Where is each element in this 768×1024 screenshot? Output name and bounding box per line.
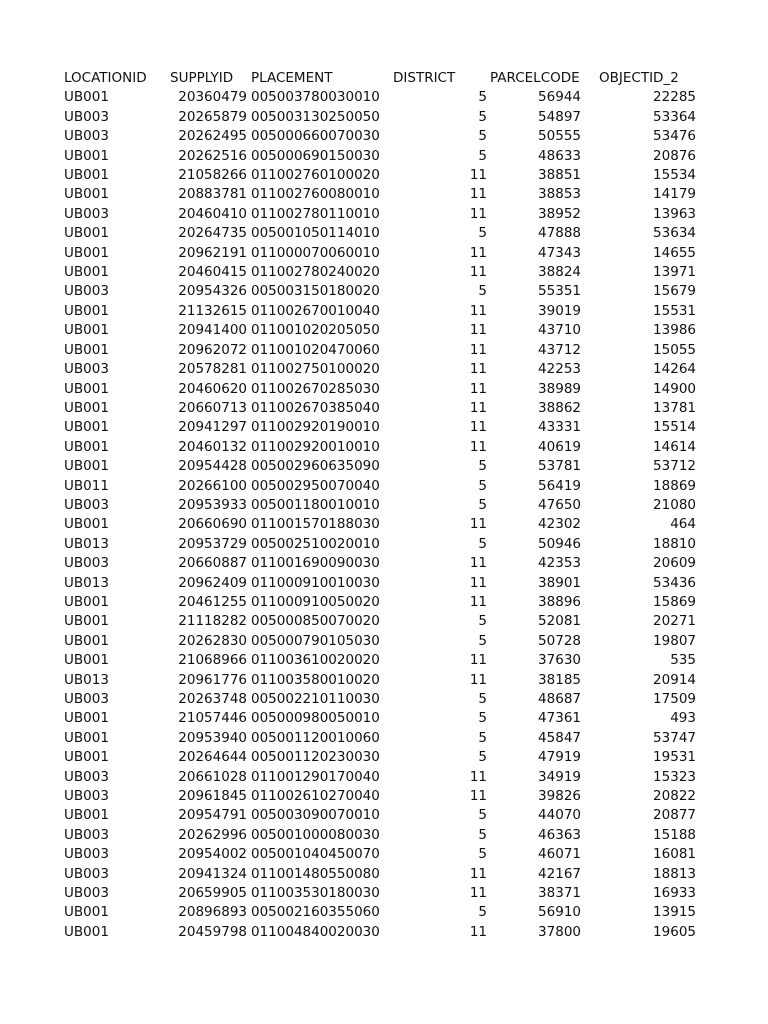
cell-district: 11 <box>469 593 487 610</box>
cell-parcelcode: 42167 <box>538 865 581 882</box>
cell-supplyid: 21118282 <box>178 613 247 630</box>
cell-supplyid: 21058266 <box>178 167 247 184</box>
cell-district: 11 <box>469 361 487 378</box>
cell-placement: 011002780110010 <box>251 205 380 222</box>
header-placement: PLACEMENT <box>251 70 333 86</box>
cell-supplyid: 20941324 <box>178 865 247 882</box>
cell-placement: 011002750100020 <box>251 361 380 378</box>
cell-placement: 005003780030010 <box>251 89 380 106</box>
cell-placement: 005000790105030 <box>251 632 380 649</box>
cell-parcelcode: 42302 <box>538 516 581 533</box>
cell-parcelcode: 38896 <box>538 593 581 610</box>
cell-parcelcode: 50946 <box>538 535 581 552</box>
cell-locationid: UB013 <box>64 671 109 688</box>
cell-objectid-2: 18869 <box>653 477 696 494</box>
cell-district: 5 <box>478 458 487 475</box>
cell-district: 5 <box>478 535 487 552</box>
cell-parcelcode: 38371 <box>538 885 581 902</box>
cell-supplyid: 20883781 <box>178 186 247 203</box>
cell-parcelcode: 39826 <box>538 788 581 805</box>
cell-district: 11 <box>469 380 487 397</box>
cell-parcelcode: 38989 <box>538 380 581 397</box>
cell-parcelcode: 38901 <box>538 574 581 591</box>
cell-objectid-2: 53476 <box>653 128 696 145</box>
cell-parcelcode: 47343 <box>538 244 581 261</box>
cell-objectid-2: 13781 <box>653 399 696 416</box>
cell-district: 5 <box>478 128 487 145</box>
cell-placement: 005001040450070 <box>251 846 380 863</box>
cell-district: 5 <box>478 283 487 300</box>
cell-supplyid: 20265879 <box>178 108 247 125</box>
cell-district: 11 <box>469 167 487 184</box>
cell-parcelcode: 47919 <box>538 749 581 766</box>
cell-objectid-2: 53747 <box>653 729 696 746</box>
cell-placement: 011001570188030 <box>251 516 380 533</box>
cell-parcelcode: 40619 <box>538 438 581 455</box>
cell-locationid: UB001 <box>64 322 109 339</box>
cell-parcelcode: 38824 <box>538 264 581 281</box>
cell-supplyid: 20262495 <box>178 128 247 145</box>
cell-placement: 005000660070030 <box>251 128 380 145</box>
cell-parcelcode: 52081 <box>538 613 581 630</box>
cell-district: 5 <box>478 225 487 242</box>
header-district: DISTRICT <box>393 70 456 86</box>
cell-supplyid: 20941400 <box>178 322 247 339</box>
cell-district: 11 <box>469 264 487 281</box>
cell-district: 11 <box>469 788 487 805</box>
cell-parcelcode: 37630 <box>538 652 581 669</box>
cell-locationid: UB003 <box>64 885 109 902</box>
cell-objectid-2: 13963 <box>653 205 696 222</box>
cell-locationid: UB001 <box>64 749 109 766</box>
cell-placement: 011002670385040 <box>251 399 380 416</box>
cell-locationid: UB001 <box>64 458 109 475</box>
cell-placement: 005002210110030 <box>251 691 380 707</box>
cell-supplyid: 20360479 <box>178 89 247 106</box>
cell-supplyid: 20962409 <box>178 574 247 591</box>
cell-objectid-2: 19807 <box>653 632 696 649</box>
cell-placement: 011003530180030 <box>251 885 380 902</box>
cell-district: 5 <box>478 613 487 630</box>
cell-locationid: UB003 <box>64 865 109 882</box>
cell-supplyid: 20954791 <box>178 807 247 824</box>
cell-placement: 011002760100020 <box>251 167 380 184</box>
cell-district: 11 <box>469 322 487 339</box>
cell-locationid: UB011 <box>64 477 109 494</box>
cell-parcelcode: 42253 <box>538 361 581 378</box>
cell-parcelcode: 42353 <box>538 555 581 572</box>
cell-supplyid: 20460132 <box>178 438 247 455</box>
cell-supplyid: 20578281 <box>178 361 247 378</box>
cell-parcelcode: 38853 <box>538 186 581 203</box>
cell-placement: 011003580010020 <box>251 671 380 688</box>
cell-objectid-2: 20609 <box>653 555 696 572</box>
cell-district: 11 <box>469 768 487 785</box>
cell-locationid: UB001 <box>64 807 109 824</box>
cell-district: 5 <box>478 632 487 649</box>
cell-placement: 011002610270040 <box>251 788 380 805</box>
cell-objectid-2: 20877 <box>653 807 696 824</box>
cell-locationid: UB001 <box>64 380 109 397</box>
cell-district: 11 <box>469 574 487 591</box>
cell-parcelcode: 43712 <box>538 341 581 358</box>
cell-supplyid: 21068966 <box>178 652 247 669</box>
cell-locationid: UB003 <box>64 283 109 300</box>
cell-locationid: UB003 <box>64 826 109 843</box>
cell-supplyid: 20264735 <box>178 225 247 242</box>
cell-placement: 011001020470060 <box>251 341 380 358</box>
cell-placement: 011002760080010 <box>251 186 380 203</box>
cell-locationid: UB003 <box>64 496 109 513</box>
cell-parcelcode: 54897 <box>538 108 581 125</box>
cell-objectid-2: 14614 <box>653 438 696 455</box>
cell-objectid-2: 15869 <box>653 593 696 610</box>
cell-district: 5 <box>478 108 487 125</box>
cell-objectid-2: 17509 <box>653 691 696 707</box>
cell-district: 11 <box>469 186 487 203</box>
cell-district: 5 <box>478 477 487 494</box>
cell-locationid: UB001 <box>64 341 109 358</box>
cell-parcelcode: 55351 <box>538 283 581 300</box>
cell-locationid: UB003 <box>64 691 109 707</box>
cell-placement: 011000070060010 <box>251 244 380 261</box>
cell-locationid: UB001 <box>64 399 109 416</box>
cell-district: 5 <box>478 691 487 707</box>
cell-objectid-2: 15534 <box>653 167 696 184</box>
cell-objectid-2: 14179 <box>653 186 696 203</box>
cell-placement: 011001020205050 <box>251 322 380 339</box>
cell-supplyid: 20954002 <box>178 846 247 863</box>
cell-parcelcode: 50555 <box>538 128 581 145</box>
cell-district: 5 <box>478 710 487 727</box>
cell-placement: 005001120010060 <box>251 729 380 746</box>
cell-district: 5 <box>478 89 487 106</box>
cell-parcelcode: 43710 <box>538 322 581 339</box>
cell-supplyid: 20953940 <box>178 729 247 746</box>
cell-locationid: UB003 <box>64 788 109 805</box>
cell-parcelcode: 38952 <box>538 205 581 222</box>
cell-parcelcode: 47650 <box>538 496 581 513</box>
header-objectid-2: OBJECTID_2 <box>599 70 679 86</box>
cell-supplyid: 20962191 <box>178 244 247 261</box>
cell-supplyid: 20954326 <box>178 283 247 300</box>
cell-placement: 011001290170040 <box>251 768 380 785</box>
cell-placement: 005002950070040 <box>251 477 380 494</box>
cell-objectid-2: 15323 <box>653 768 696 785</box>
cell-parcelcode: 47361 <box>538 710 581 727</box>
cell-placement: 005003130250050 <box>251 108 380 125</box>
cell-objectid-2: 15055 <box>653 341 696 358</box>
cell-parcelcode: 56944 <box>538 89 581 106</box>
cell-locationid: UB001 <box>64 904 109 921</box>
cell-parcelcode: 46071 <box>538 846 581 863</box>
cell-objectid-2: 15188 <box>653 826 696 843</box>
cell-supplyid: 20460415 <box>178 264 247 281</box>
cell-district: 11 <box>469 438 487 455</box>
cell-placement: 011000910010030 <box>251 574 380 591</box>
cell-district: 11 <box>469 865 487 882</box>
cell-locationid: UB003 <box>64 361 109 378</box>
cell-parcelcode: 38185 <box>538 671 581 688</box>
cell-district: 11 <box>469 885 487 902</box>
cell-placement: 005001180010010 <box>251 496 380 513</box>
cell-supplyid: 20460620 <box>178 380 247 397</box>
cell-objectid-2: 53634 <box>653 225 696 242</box>
cell-supplyid: 20659905 <box>178 885 247 902</box>
cell-objectid-2: 53712 <box>653 458 696 475</box>
cell-parcelcode: 38862 <box>538 399 581 416</box>
cell-locationid: UB013 <box>64 535 109 552</box>
cell-objectid-2: 15679 <box>653 283 696 300</box>
cell-supplyid: 20953729 <box>178 535 247 552</box>
cell-objectid-2: 20822 <box>653 788 696 805</box>
cell-parcelcode: 38851 <box>538 167 581 184</box>
cell-objectid-2: 20914 <box>653 671 696 688</box>
cell-locationid: UB001 <box>64 923 109 940</box>
cell-locationid: UB013 <box>64 574 109 591</box>
cell-district: 11 <box>469 671 487 688</box>
cell-supplyid: 20459798 <box>178 923 247 940</box>
cell-objectid-2: 14900 <box>653 380 696 397</box>
cell-objectid-2: 16933 <box>653 885 696 902</box>
cell-parcelcode: 43331 <box>538 419 581 436</box>
cell-locationid: UB001 <box>64 729 109 746</box>
cell-placement: 011002670285030 <box>251 380 380 397</box>
cell-parcelcode: 37800 <box>538 923 581 940</box>
cell-supplyid: 20961776 <box>178 671 247 688</box>
cell-locationid: UB001 <box>64 632 109 649</box>
cell-parcelcode: 44070 <box>538 807 581 824</box>
header-parcelcode: PARCELCODE <box>490 70 580 86</box>
cell-district: 5 <box>478 904 487 921</box>
cell-district: 5 <box>478 749 487 766</box>
cell-locationid: UB003 <box>64 768 109 785</box>
cell-objectid-2: 15531 <box>653 302 696 319</box>
cell-locationid: UB001 <box>64 593 109 610</box>
cell-supplyid: 20961845 <box>178 788 247 805</box>
cell-locationid: UB001 <box>64 516 109 533</box>
cell-parcelcode: 56910 <box>538 904 581 921</box>
cell-district: 5 <box>478 496 487 513</box>
cell-placement: 005003090070010 <box>251 807 380 824</box>
cell-objectid-2: 16081 <box>653 846 696 863</box>
cell-locationid: UB001 <box>64 147 109 164</box>
cell-supplyid: 20264644 <box>178 749 247 766</box>
cell-placement: 011000910050020 <box>251 593 380 610</box>
cell-parcelcode: 34919 <box>538 768 581 785</box>
cell-parcelcode: 53781 <box>538 458 581 475</box>
cell-supplyid: 20941297 <box>178 419 247 436</box>
cell-supplyid: 20660713 <box>178 399 247 416</box>
cell-placement: 005000980050010 <box>251 710 380 727</box>
cell-locationid: UB003 <box>64 108 109 125</box>
cell-supplyid: 20962072 <box>178 341 247 358</box>
cell-objectid-2: 493 <box>670 710 696 727</box>
cell-objectid-2: 18810 <box>653 535 696 552</box>
cell-locationid: UB001 <box>64 186 109 203</box>
cell-objectid-2: 464 <box>670 516 696 533</box>
cell-objectid-2: 14655 <box>653 244 696 261</box>
cell-objectid-2: 13915 <box>653 904 696 921</box>
cell-placement: 005000850070020 <box>251 613 380 630</box>
header-supplyid: SUPPLYID <box>170 70 234 86</box>
cell-objectid-2: 21080 <box>653 496 696 513</box>
cell-supplyid: 20266100 <box>178 477 247 494</box>
cell-objectid-2: 14264 <box>653 361 696 378</box>
cell-parcelcode: 45847 <box>538 729 581 746</box>
cell-placement: 011001480550080 <box>251 865 380 882</box>
cell-district: 11 <box>469 652 487 669</box>
cell-placement: 011003610020020 <box>251 652 380 669</box>
cell-locationid: UB001 <box>64 225 109 242</box>
cell-locationid: UB001 <box>64 89 109 106</box>
cell-district: 5 <box>478 826 487 843</box>
cell-supplyid: 20953933 <box>178 496 247 513</box>
cell-locationid: UB001 <box>64 264 109 281</box>
cell-district: 11 <box>469 205 487 222</box>
cell-district: 11 <box>469 244 487 261</box>
header-locationid: LOCATIONID <box>64 70 147 86</box>
cell-supplyid: 20262516 <box>178 147 247 164</box>
cell-objectid-2: 15514 <box>653 419 696 436</box>
cell-locationid: UB001 <box>64 419 109 436</box>
cell-placement: 005002160355060 <box>251 904 380 921</box>
cell-locationid: UB003 <box>64 205 109 222</box>
cell-supplyid: 20896893 <box>178 904 247 921</box>
cell-locationid: UB001 <box>64 167 109 184</box>
cell-supplyid: 20262996 <box>178 826 247 843</box>
cell-district: 11 <box>469 399 487 416</box>
cell-parcelcode: 48687 <box>538 691 581 707</box>
cell-supplyid: 20460410 <box>178 205 247 222</box>
cell-locationid: UB001 <box>64 613 109 630</box>
cell-parcelcode: 47888 <box>538 225 581 242</box>
cell-supplyid: 20954428 <box>178 458 247 475</box>
cell-objectid-2: 20876 <box>653 147 696 164</box>
cell-district: 5 <box>478 846 487 863</box>
cell-district: 11 <box>469 516 487 533</box>
cell-objectid-2: 53364 <box>653 108 696 125</box>
cell-objectid-2: 22285 <box>653 89 696 106</box>
cell-locationid: UB003 <box>64 128 109 145</box>
cell-locationid: UB003 <box>64 555 109 572</box>
cell-placement: 005002510020010 <box>251 535 380 552</box>
cell-district: 11 <box>469 555 487 572</box>
cell-placement: 005000690150030 <box>251 147 380 164</box>
cell-locationid: UB001 <box>64 244 109 261</box>
cell-parcelcode: 48633 <box>538 147 581 164</box>
cell-placement: 005002960635090 <box>251 458 380 475</box>
cell-locationid: UB001 <box>64 710 109 727</box>
cell-district: 5 <box>478 807 487 824</box>
cell-objectid-2: 20271 <box>653 613 696 630</box>
cell-placement: 011002920010010 <box>251 438 380 455</box>
cell-locationid: UB001 <box>64 652 109 669</box>
cell-placement: 011002670010040 <box>251 302 380 319</box>
cell-district: 5 <box>478 729 487 746</box>
cell-locationid: UB001 <box>64 302 109 319</box>
cell-supplyid: 20262830 <box>178 632 247 649</box>
cell-supplyid: 20660887 <box>178 555 247 572</box>
cell-objectid-2: 18813 <box>653 865 696 882</box>
cell-placement: 011001690090030 <box>251 555 380 572</box>
cell-locationid: UB001 <box>64 438 109 455</box>
cell-objectid-2: 53436 <box>653 574 696 591</box>
cell-placement: 011004840020030 <box>251 923 380 940</box>
cell-locationid: UB003 <box>64 846 109 863</box>
cell-placement: 005001050114010 <box>251 225 380 242</box>
cell-supplyid: 21132615 <box>178 302 247 319</box>
cell-placement: 005001000080030 <box>251 826 380 843</box>
cell-objectid-2: 19531 <box>653 749 696 766</box>
cell-placement: 011002780240020 <box>251 264 380 281</box>
cell-supplyid: 20461255 <box>178 593 247 610</box>
cell-parcelcode: 50728 <box>538 632 581 649</box>
cell-supplyid: 20661028 <box>178 768 247 785</box>
cell-parcelcode: 39019 <box>538 302 581 319</box>
cell-district: 5 <box>478 147 487 164</box>
cell-district: 11 <box>469 302 487 319</box>
cell-district: 11 <box>469 923 487 940</box>
cell-parcelcode: 56419 <box>538 477 581 494</box>
cell-supplyid: 20263748 <box>178 691 247 707</box>
cell-placement: 005003150180020 <box>251 283 380 300</box>
cell-supplyid: 21057446 <box>178 710 247 727</box>
cell-placement: 005001120230030 <box>251 749 380 766</box>
cell-district: 11 <box>469 341 487 358</box>
cell-objectid-2: 19605 <box>653 923 696 940</box>
cell-district: 11 <box>469 419 487 436</box>
cell-parcelcode: 46363 <box>538 826 581 843</box>
cell-objectid-2: 535 <box>670 652 696 669</box>
cell-objectid-2: 13986 <box>653 322 696 339</box>
cell-placement: 011002920190010 <box>251 419 380 436</box>
cell-supplyid: 20660690 <box>178 516 247 533</box>
cell-objectid-2: 13971 <box>653 264 696 281</box>
